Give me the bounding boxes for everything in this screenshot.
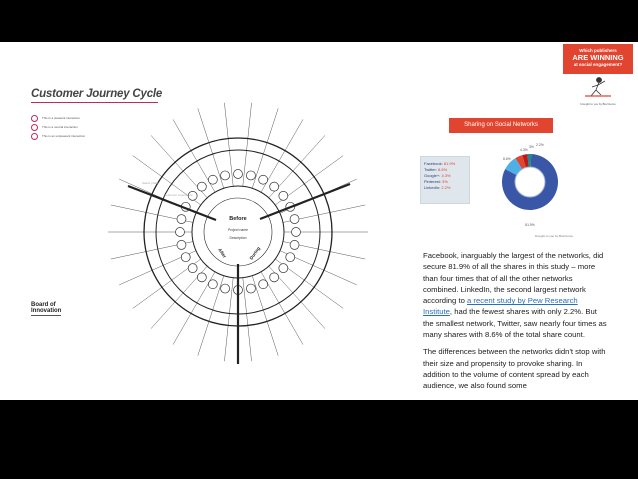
touchpoint-bead <box>188 264 197 273</box>
touchpoint-bead <box>279 191 288 200</box>
legend-pinterest: Pinterest: 3% <box>424 179 448 184</box>
touchpoint-bead <box>177 240 186 249</box>
legend-twitter: Twitter: 8.6% <box>424 167 448 172</box>
legend-item <box>31 132 85 140</box>
badge-line2: ARE WINNING <box>572 53 624 62</box>
legend-facebook: Facebook: 81.9% <box>424 161 456 166</box>
journey-cycle-diagram <box>108 92 378 364</box>
touchpoint-bead <box>208 280 217 289</box>
touchpoint-bead <box>246 171 255 180</box>
faint-experience-label: Customer experience <box>164 193 193 197</box>
touchpoint-bead <box>279 264 288 273</box>
label-twitter: 8.6% <box>503 157 511 161</box>
touchpoint-bead <box>246 284 255 293</box>
label-linkedin: 2.2% <box>536 143 544 147</box>
touchpoint-bead <box>221 284 230 293</box>
badge-footer: brought to you by Buzzsumo <box>580 102 616 106</box>
social-foot: brought to you by Buzzsumo <box>535 234 574 238</box>
social-header: Sharing on Social Networks <box>449 118 553 133</box>
legend-text: This is an unpleasant interaction <box>42 134 86 138</box>
touchpoint-bead <box>234 170 243 179</box>
touchpoint-bead <box>197 182 206 191</box>
touchpoint-bead <box>177 215 186 224</box>
pew-research-link[interactable]: a recent study by Pew Research Institute <box>423 296 578 317</box>
touchpoint-bead <box>221 171 230 180</box>
unpleasant-dot-icon <box>31 133 38 140</box>
touchpoint-bead <box>259 280 268 289</box>
touchpoint-bead <box>290 215 299 224</box>
label-googleplus: 4.3% <box>520 148 528 152</box>
label-facebook: 81.9% <box>525 223 535 227</box>
article-paragraph-1: Facebook, inarguably the largest of the networks, did secure 81.9% of all the shares in this study – more than four times that of all the other networks combined. LinkedIn, the second largest network according to a recent study by Pew Research Institute, had the fewest shares with only 2.2%. But the smallest network, Twitter, saw nearly four times as many shares with 8.6% of the total share count. <box>423 251 607 340</box>
touchpoint-bead <box>197 273 206 282</box>
project-name-label: Project name <box>228 228 248 232</box>
board-of-innovation-logo <box>31 302 61 314</box>
donut-hole <box>515 167 545 197</box>
cj-title: Customer Journey Cycle <box>31 88 163 100</box>
logo-underline <box>31 315 61 316</box>
touchpoint-bead <box>259 175 268 184</box>
faint-phase-label: Select phase <box>142 181 160 185</box>
touchpoint-bead <box>292 228 301 237</box>
phase-label-after: After <box>217 247 228 259</box>
phase-label-before: Before <box>229 216 247 222</box>
legend-text: This is a pleasant interaction <box>42 116 81 120</box>
article-paragraph-2: The differences between the networks didn't stop with their size and propensity to provoke sharing. In addition to the volume of content spread by each audience, we also found some <box>423 347 606 391</box>
article-body <box>423 250 608 398</box>
phase-label-during: During <box>248 245 261 261</box>
logo-line1: Board of <box>31 302 56 308</box>
touchpoint-bead <box>270 273 279 282</box>
touchpoint-bead <box>286 253 295 262</box>
cj-legend <box>31 114 85 141</box>
logo-line2: Innovation <box>31 308 62 314</box>
touchpoint-bead <box>290 240 299 249</box>
share-donut-chart <box>500 138 560 228</box>
description-label: Description <box>229 236 247 240</box>
neutral-dot-icon <box>31 124 38 131</box>
touchpoint-bead <box>208 175 217 184</box>
badge-line1: Which publishers <box>579 48 617 53</box>
touchpoint-bead <box>176 228 185 237</box>
social-legend <box>420 156 470 204</box>
badge-line3: at social engagement? <box>573 62 623 67</box>
legend-linkedin: LinkedIn: 2.2% <box>424 185 451 190</box>
legend-googleplus: Google+: 4.3% <box>424 173 451 178</box>
pleasant-dot-icon <box>31 115 38 122</box>
badge-text <box>563 45 633 67</box>
legend-item <box>31 123 85 131</box>
touchpoint-bead <box>270 182 279 191</box>
label-pinterest: 3% <box>529 145 534 149</box>
touchpoint-bead <box>181 253 190 262</box>
legend-item <box>31 114 85 122</box>
legend-text: This is a neutral interaction <box>42 125 78 129</box>
